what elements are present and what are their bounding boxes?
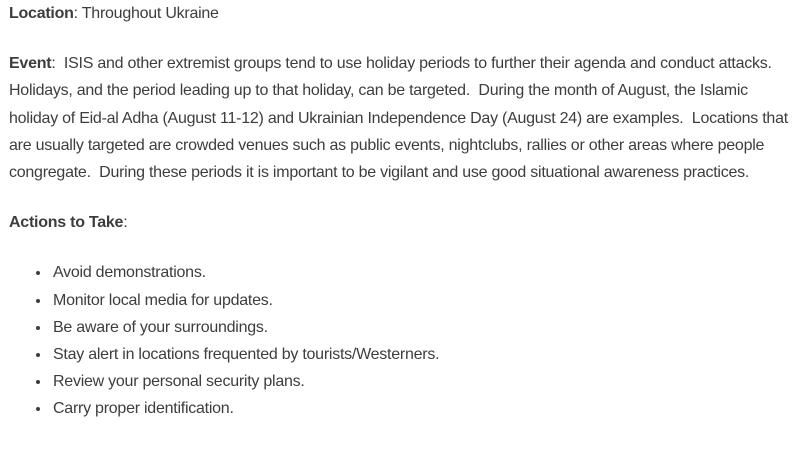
action-item: • Avoid demonstrations. xyxy=(51,259,796,286)
event-value: ISIS and other extremist groups tend to use holiday periods to further their agenda and conduct attacks. Holidays, and the period leading up to that holiday, can be targeted. During the month of August, the Islamic holiday of Eid-al Adha (August 11-12) and Ukrainian Independence Day (August 24) are examples. Locations that are usually targeted are crowded venues such as public events, nightclubs, rallies or other areas where people congregate. During these periods it is important to be vigilant and use good situational awareness practices. xyxy=(9,55,793,182)
event-paragraph xyxy=(9,50,796,186)
action-item: • Stay alert in locations frequented by tourists/Westerners. xyxy=(51,341,796,368)
action-item: • Review your personal security plans. xyxy=(51,368,796,395)
location-label: Location xyxy=(9,5,74,22)
actions-heading xyxy=(9,209,796,236)
actions-list xyxy=(9,259,796,422)
event-label: Event xyxy=(9,55,52,73)
action-item: • Monitor local media for updates. xyxy=(51,287,796,314)
actions-label: Actions to Take xyxy=(9,214,124,232)
location-separator: : xyxy=(73,5,82,22)
event-separator: : xyxy=(51,55,64,73)
action-item: • Be aware of your surroundings. xyxy=(51,314,796,341)
action-item: • Carry proper identification. xyxy=(51,395,796,422)
location-value: Throughout Ukraine xyxy=(81,5,219,22)
location-paragraph xyxy=(9,0,796,27)
actions-separator: : xyxy=(123,214,128,232)
